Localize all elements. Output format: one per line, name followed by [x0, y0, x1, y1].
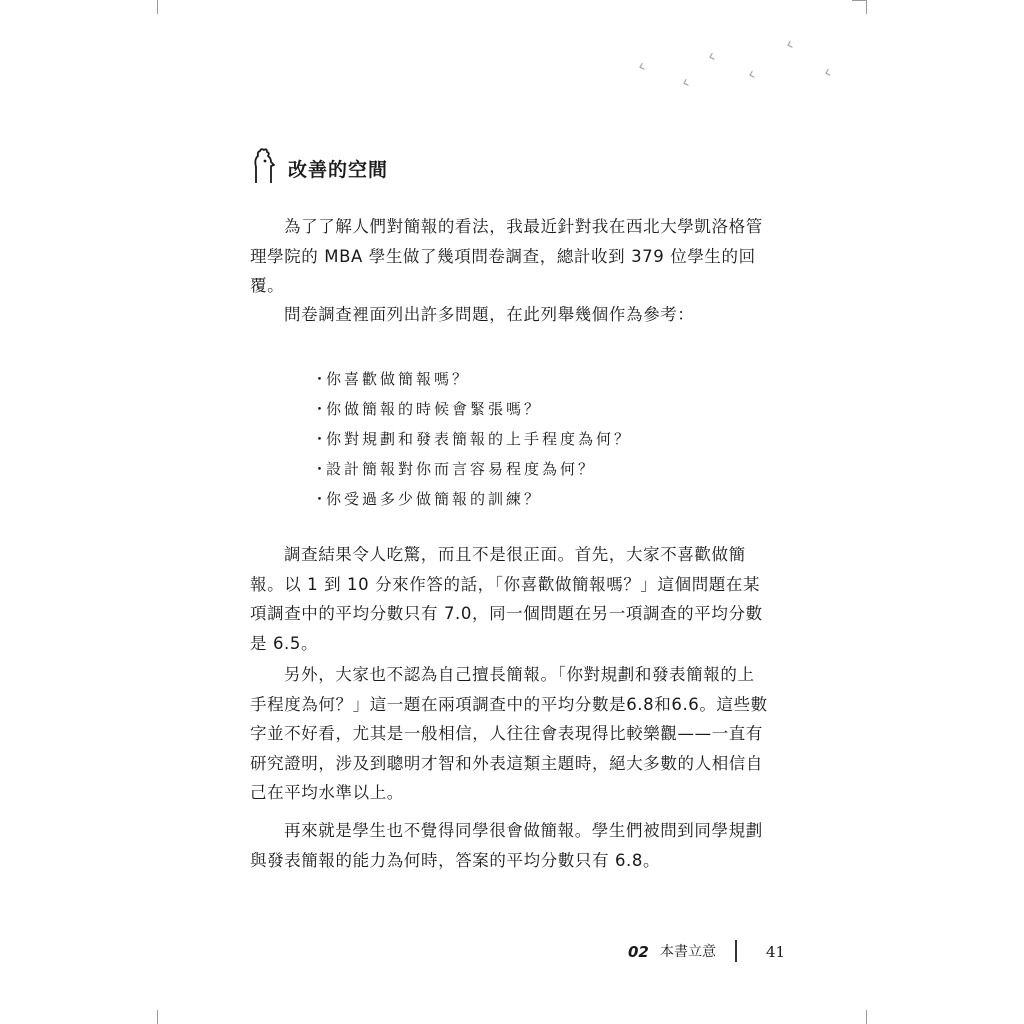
paragraph-intro: 為了了解人們對簡報的看法，我最近針對我在西北大學凱洛格管理學院的 MBA 學生做了幾項問卷調查，總計收到 379 位學生的回覆。: [250, 217, 763, 295]
arrow-icon: ‹: [634, 55, 649, 78]
arrow-icon: ‹: [744, 63, 759, 86]
crop-mark-top-right-h: [852, 0, 866, 1]
arrow-icon: ‹: [704, 45, 719, 68]
paragraph-questions-intro: 問卷調查裡面列出許多問題，在此列舉幾個作為參考：: [284, 305, 695, 324]
list-item: ・設計簡報對你而言容易程度為何？: [312, 460, 597, 478]
list-item: ・你受過多少做簡報的訓練？: [312, 490, 543, 508]
arrow-icon: ‹: [820, 61, 835, 84]
crop-mark-top-left: [157, 0, 158, 14]
list-item: ・你做簡報的時候會緊張嗎？: [312, 400, 543, 418]
arrow-icon: ‹: [678, 71, 693, 94]
crop-mark-bottom-right: [866, 1010, 867, 1024]
paragraph-self-assessment: 另外，大家也不認為自己擅長簡報。「你對規劃和發表簡報的上手程度為何？」這一題在兩項調查中的平均分數是6.8和6.6。這些數字並不好看，尤其是一般相信，人往往會表現得比較樂觀——一直有研究證明，涉及到聰明才智和外表這類主題時，絕大多數的人相信自己在平均水準以上。: [250, 665, 768, 802]
section-title: 改善的空間: [288, 158, 389, 181]
arrow-icon: ‹: [782, 33, 797, 56]
crop-mark-bottom-left: [157, 1010, 158, 1024]
chicken-head-icon: [250, 147, 276, 189]
paragraph-results: 調查結果令人吃驚，而且不是很正面。首先，大家不喜歡做簡報。以 1 到 10 分來作答的話，「你喜歡做簡報嗎？」這個問題在某項調查中的平均分數只有 7.0，同一個問題在另一項調查的平均分數是 6.5。: [250, 545, 763, 653]
crop-mark-top-right: [866, 0, 867, 14]
chapter-title: 本書立意: [660, 944, 716, 960]
chapter-number: 02: [628, 943, 649, 961]
section-heading: [250, 148, 388, 188]
question-list: [312, 364, 632, 514]
footer-divider: [735, 940, 737, 962]
paragraph-peer-assessment: 再來就是學生也不覺得同學很會做簡報。學生們被問到同學規劃與發表簡報的能力為何時，答案的平均分數只有 6.8。: [250, 821, 763, 870]
page-number: 41: [766, 943, 786, 961]
list-item: ・你喜歡做簡報嗎？: [312, 370, 471, 388]
list-item: ・你對規劃和發表簡報的上手程度為何？: [312, 430, 633, 448]
